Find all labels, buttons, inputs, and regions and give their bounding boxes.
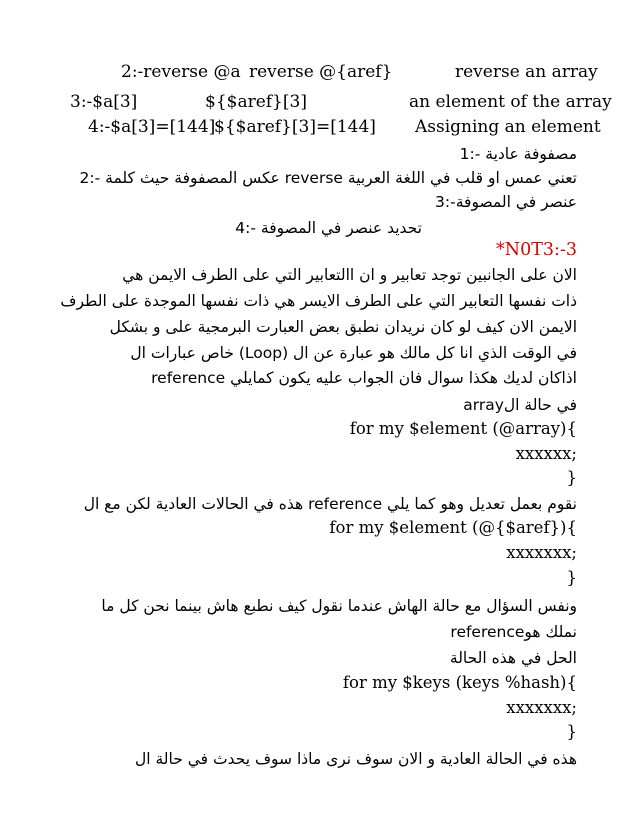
paragraph-line: ذات نفسها التعابير التي على الطرف الايسر هي ذات نفسها الموجدة على الطرف [60,292,577,310]
explanation-line-4: تحديد عنصر في المصوفة -:4 [235,219,422,237]
explanation-line-3: عنصر في المصوفة-:3 [435,193,577,211]
table-cell-perl: 3:-$a[3] [70,92,138,112]
table-cell-ref: ${$aref}[3] [205,92,307,112]
code-line: } [566,568,577,587]
paragraph-line: في الوقت الذي انا كل مالك هو عبارة عن ال (Loop) خاص عبارات ال [130,344,577,362]
table-cell-desc: Assigning an element [415,117,601,137]
table-cell-desc: an element of the array [409,92,612,112]
table-cell-perl: 2:-reverse @a [121,62,241,82]
code-line: xxxxxxx; [506,543,577,562]
code-line: for my $element (@array){ [349,419,577,438]
paragraph-line: اذاكان لديك هكذا سوال فان الجواب عليه يكون كمايلي reference [151,369,577,387]
paragraph-line: نقوم بعمل تعديل وهو كما يلي reference هذه في الحالات العادية لكن مع ال [83,495,577,513]
explanation-line-2: تعني عمس او قلب في اللغة العربية reverse عكس المصفوفة حيث كلمة -:2 [79,169,577,187]
table-cell-perl: 4:-$a[3]=[144] [88,117,216,137]
code-line: xxxxxx; [515,444,577,463]
code-line: for my $element (@{$aref}){ [329,518,577,537]
code-line: xxxxxxx; [506,698,577,717]
paragraph-line: ونفس السؤال مع حالة الهاش عندما نقول كيف نطبع هاش بينما نحن كل ما [101,597,577,615]
paragraph-line: الايمن الان كيف لو كان نريدان نطبق بعض العبارت البرمجية على و بشكل [109,318,577,336]
table-cell-ref: reverse @{aref} [249,62,393,82]
paragraph-line: هذه في الحالة العادية و الان سوف نرى ماذا سوف يحدث في حالة ال [134,750,577,768]
paragraph-line: referenceنملك هو [450,623,577,641]
code-line: } [566,722,577,741]
paragraph-line: الحل في هذه الحالة [449,649,577,667]
code-line: for my $keys (keys %hash){ [342,673,577,692]
note-heading: *N0T3:-3 [496,240,577,260]
table-cell-ref: ${$aref}[3]=[144] [214,117,376,137]
paragraph-line: الان على الجانبين توجد تعابير و ان االتعابير التي على الطرف الايمن هي [122,266,577,284]
explanation-line-1: مصفوفة عادية -:1 [459,145,577,163]
code-line: } [566,468,577,487]
table-cell-desc: reverse an array [455,62,598,82]
paragraph-line: arrayفي حالة ال [463,396,577,414]
